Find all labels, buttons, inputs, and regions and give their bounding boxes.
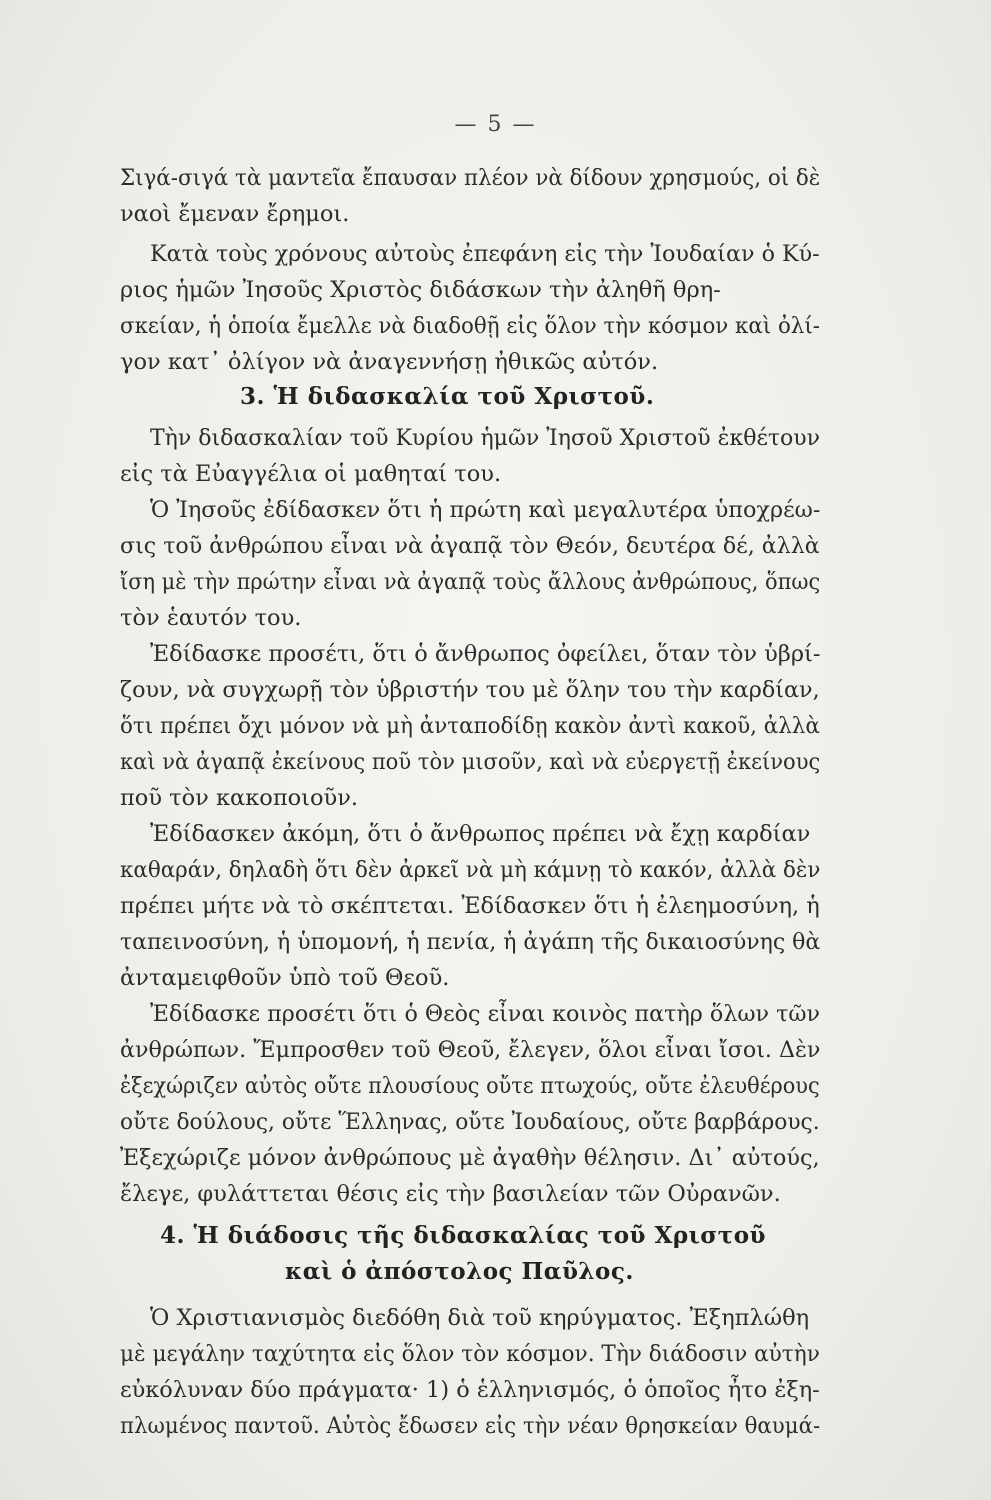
- text-line: Σιγά-σιγά τὰ μαντεῖα ἔπαυσαν πλέον νὰ δίδουν χρησμούς, οἱ δὲ: [120, 165, 821, 191]
- text-line: Κατὰ τοὺς χρόνους αὐτοὺς ἐπεφάνη εἰς τὴν Ἰουδαίαν ὁ Κύ-: [150, 241, 820, 267]
- page-number: — 5 —: [454, 112, 537, 137]
- text-line: εὐκόλυναν δύο πράγματα· 1) ὁ ἑλληνισμός, ὁ ὁποῖος ἦτο ἐξη-: [120, 1377, 820, 1403]
- text-line: ἀνθρώπων. Ἔμπροσθεν τοῦ Θεοῦ, ἔλεγεν, ὅλοι εἶναι ἴσοι. Δὲν: [120, 1037, 821, 1063]
- text-line: πρέπει μήτε νὰ τὸ σκέπτεται. Ἐδίδασκεν ὅτι ἡ ἐλεημοσύνη, ἡ: [120, 893, 820, 919]
- text-line: μὲ μεγάλην ταχύτητα εἰς ὅλον τὸν κόσμον. Τὴν διάδοσιν αὐτὴν: [120, 1341, 820, 1367]
- text-line: ταπεινοσύνη, ἡ ὑπομονή, ἡ πενία, ἡ ἀγάπη τῆς δικαιοσύνης θὰ: [120, 929, 821, 955]
- text-line: οὔτε δούλους, οὔτε Ἕλληνας, οὔτε Ἰουδαίους, οὔτε βαρβάρους.: [120, 1109, 820, 1135]
- text-line: Ὁ Χριστιανισμὸς διεδόθη διὰ τοῦ κηρύγματος. Ἐξηπλώθη: [150, 1305, 810, 1331]
- text-line: ποῦ τὸν κακοποιοῦν.: [120, 785, 359, 811]
- text-line: εἰς τὰ Εὐαγγέλια οἱ μαθηταί του.: [120, 461, 502, 487]
- text-line: ἐξεχώριζεν αὐτὸς οὔτε πλουσίους οὔτε πτωχούς, οὔτε ἐλευθέρους: [120, 1073, 820, 1099]
- text-line: ἀνταμειφθοῦν ὑπὸ τοῦ Θεοῦ.: [120, 965, 450, 991]
- text-line: Ἐξεχώριζε μόνον ἀνθρώπους μὲ ἀγαθὴν θέλησιν. Δι᾽ αὐτούς,: [120, 1145, 820, 1171]
- text-line: πλωμένος παντοῦ. Αὐτὸς ἔδωσεν εἰς τὴν νέαν θρησκείαν θαυμά-: [120, 1413, 821, 1439]
- text-line: σις τοῦ ἀνθρώπου εἶναι νὰ ἀγαπᾷ τὸν Θεόν, δευτέρα δέ, ἀλλὰ: [120, 533, 820, 559]
- text-line: Ἐδίδασκε προσέτι ὅτι ὁ Θεὸς εἶναι κοινὸς πατὴρ ὅλων τῶν: [150, 1001, 821, 1027]
- text-line: ναοὶ ἔμεναν ἔρημοι.: [120, 201, 350, 227]
- text-line: Ὁ Ἰησοῦς ἐδίδασκεν ὅτι ἡ πρώτη καὶ μεγαλυτέρα ὑποχρέω-: [150, 497, 821, 523]
- text-line: καὶ νὰ ἀγαπᾷ ἐκείνους ποῦ τὸν μισοῦν, καὶ νὰ εὐεργετῇ ἐκείνους: [120, 749, 821, 775]
- text-line: Τὴν διδασκαλίαν τοῦ Κυρίου ἡμῶν Ἰησοῦ Χριστοῦ ἐκθέτουν: [150, 425, 821, 451]
- section-heading-4: 4. Ἡ διάδοσις τῆς διδασκαλίας τοῦ Χριστοῦ: [160, 1222, 767, 1249]
- text-line: σκείαν, ἡ ὁποία ἔμελλε νὰ διαδοθῇ εἰς ὅλον τὴν κόσμον καὶ ὀλί-: [120, 313, 820, 339]
- text-line: γον κατ᾽ ὀλίγον νὰ ἀναγεννήσῃ ἠθικῶς αὐτόν.: [120, 349, 659, 375]
- text-line: ἔλεγε, φυλάττεται θέσις εἰς τὴν βασιλείαν τῶν Οὐρανῶν.: [120, 1181, 781, 1207]
- text-line: ἴση μὲ τὴν πρώτην εἶναι νὰ ἀγαπᾷ τοὺς ἄλλους ἀνθρώπους, ὅπως: [120, 569, 821, 595]
- text-line: ριος ἡμῶν Ἰησοῦς Χριστὸς διδάσκων τὴν ἀληθῆ θρη-: [120, 277, 721, 303]
- section-heading-3: 3. Ἡ διδασκαλία τοῦ Χριστοῦ.: [240, 383, 655, 410]
- section-heading-4-continued: καὶ ὁ ἀπόστολος Παῦλος.: [285, 1258, 634, 1285]
- text-line: ζουν, νὰ συγχωρῇ τὸν ὑβριστήν του μὲ ὅλην του τὴν καρδίαν,: [120, 677, 820, 703]
- text-line: Ἐδίδασκε προσέτι, ὅτι ὁ ἄνθρωπος ὀφείλει, ὅταν τὸν ὑβρί-: [150, 641, 821, 667]
- text-line: Ἐδίδασκεν ἀκόμη, ὅτι ὁ ἄνθρωπος πρέπει νὰ ἔχῃ καρδίαν: [150, 821, 811, 847]
- text-line: ὅτι πρέπει ὄχι μόνον νὰ μὴ ἀνταποδίδῃ κακὸν ἀντὶ κακοῦ, ἀλλὰ: [120, 713, 820, 739]
- text-line: τὸν ἑαυτόν του.: [120, 605, 302, 631]
- text-line: καθαράν, δηλαδὴ ὅτι δὲν ἀρκεῖ νὰ μὴ κάμνῃ τὸ κακόν, ἀλλὰ δὲν: [120, 857, 821, 883]
